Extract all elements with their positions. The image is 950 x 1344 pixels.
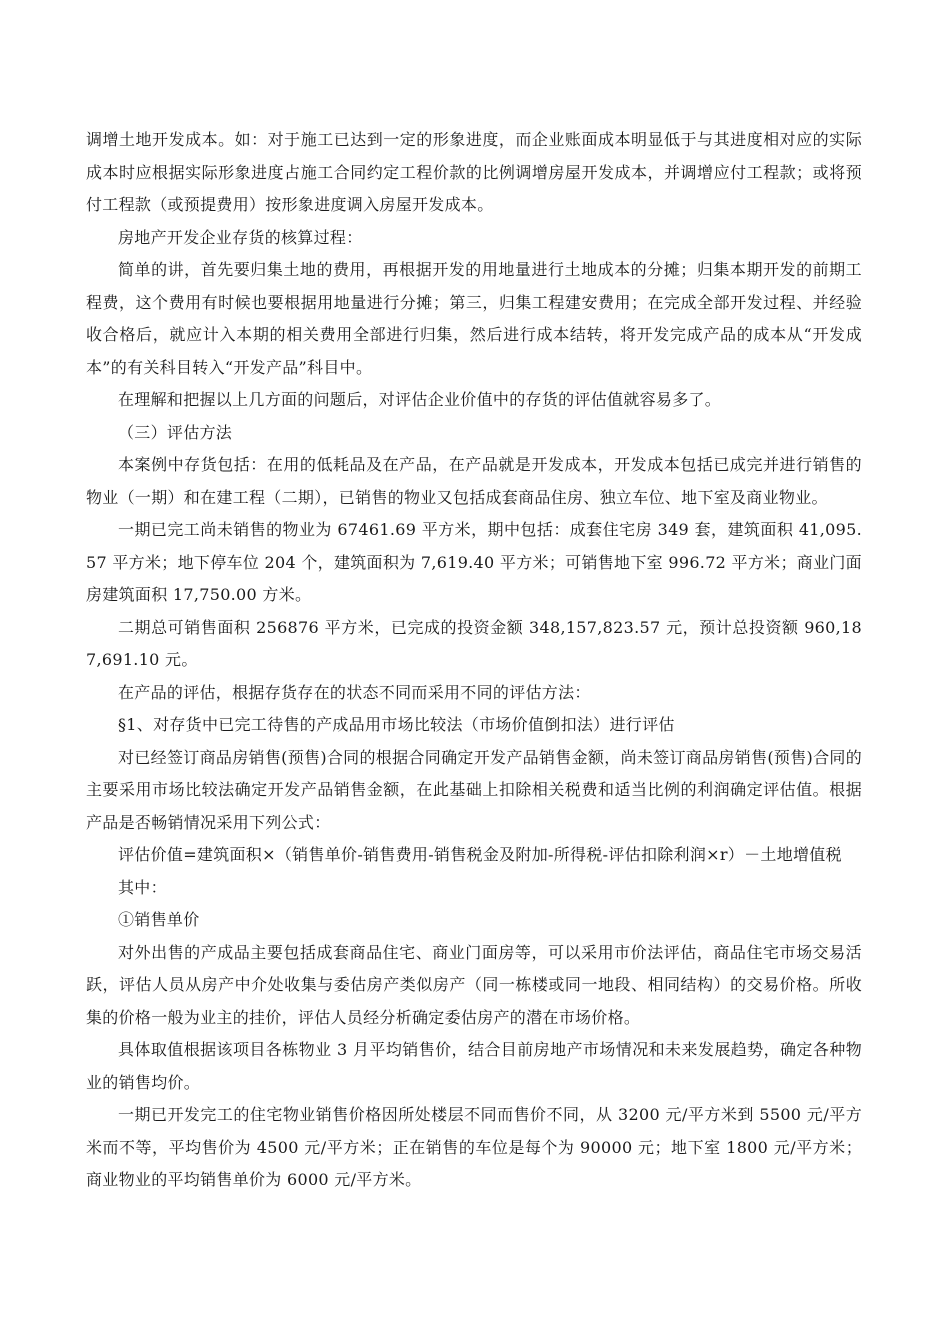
paragraph-valuation-formula: 评估价值=建筑面积×（销售单价-销售费用-销售税金及附加-所得税-评估扣除利润×r）－土地增值税: [118, 845, 842, 864]
paragraph-wherein: 其中：: [118, 877, 167, 897]
paragraph-wip-valuation: 在产品的评估，根据存货存在的状态不同而采用不同的评估方法：: [118, 682, 591, 702]
paragraph-land-cost-adjustment: 调增土地开发成本。如：对于施工已达到一定的形象进度，而企业账面成本明显低于与其进度相对应的实际成本时应根据实际形象进度占施工合同约定工程价款的比例调增房屋开发成本，并调增应付工程款；或将预付工程款（或预提费用）按形象进度调入房屋开发成本。: [86, 130, 862, 214]
subheading-unit-price: ①销售单价: [118, 910, 200, 929]
paragraph-average-price-basis: 具体取值根据该项目各栋物业 3 月平均销售价，结合目前房地产市场情况和未来发展趋势，确定各种物业的销售均价。: [86, 1040, 862, 1092]
paragraph-understanding-note: 在理解和把握以上几方面的问题后，对评估企业价值中的存货的评估值就容易多了。: [118, 390, 722, 409]
paragraph-sales-contract-basis: 对已经签订商品房销售(预售)合同的根据合同确定开发产品销售金额，尚未签订商品房销售(预售)合同的主要采用市场比较法确定开发产品销售金额，在此基础上扣除相关税费和适当比例的利润确定评估值。根据产品是否畅销情况采用下列公式：: [86, 747, 862, 832]
paragraph-inventory-scope: 本案例中存货包括：在用的低耗品及在产品，在产品就是开发成本，开发成本包括已成完并进行销售的物业（一期）和在建工程（二期），已销售的物业又包括成套商品住房、独立车位、地下室及商业物业。: [86, 455, 862, 507]
paragraph-phase-two-investment: 二期总可销售面积 256876 平方米，已完成的投资金额 348,157,823.57 元，预计总投资额 960,187,691.10 元。: [86, 617, 862, 669]
section-heading-valuation-method: （三）评估方法: [118, 422, 233, 442]
paragraph-inventory-accounting-title: 房地产开发企业存货的核算过程：: [118, 227, 363, 247]
paragraph-phase-one-prices: 一期已开发完工的住宅物业销售价格因所处楼层不同而售价不同，从 3200 元/平方米到 5500 元/平方米而不等，平均售价为 4500 元/平方米；正在销售的车位是每个为 90000 元；地下室 1800 元/平方米；商业物业的平均销售单价为 6000 元/平方米。: [86, 1105, 862, 1189]
paragraph-market-price-method: 对外出售的产成品主要包括成套商品住宅、商业门面房等，可以采用市价法评估，商品住宅市场交易活跃，评估人员从房产中介处收集与委估房产类似房产（同一栋楼或同一地段、相同结构）的交易价格。所收集的价格一般为业主的挂价，评估人员经分析确定委估房产的潜在市场价格。: [86, 942, 862, 1027]
subheading-market-comparison: §1、对存货中已完工待售的产成品用市场比较法（市场价值倒扣法）进行评估: [118, 715, 675, 734]
paragraph-inventory-accounting-process: 简单的讲，首先要归集土地的费用，再根据开发的用地量进行土地成本的分摊；归集本期开发的前期工程费，这个费用有时候也要根据用地量进行分摊；第三，归集工程建安费用；在完成全部开发过程、并经验收合格后，就应计入本期的相关费用全部进行归集，然后进行成本结转，将开发完成产品的成本从“开发成本”的有关科目转入“开发产品”科目中。: [86, 260, 862, 377]
paragraph-phase-one-area: 一期已完工尚未销售的物业为 67461.69 平方米，期中包括：成套住宅房 349 套，建筑面积 41,095.57 平方米；地下停车位 204 个，建筑面积为 7,619.40 平方米；可销售地下室 996.72 平方米；商业门面房建筑面积 17,750.00 方米。: [86, 520, 862, 604]
document-body: [86, 124, 862, 1197]
